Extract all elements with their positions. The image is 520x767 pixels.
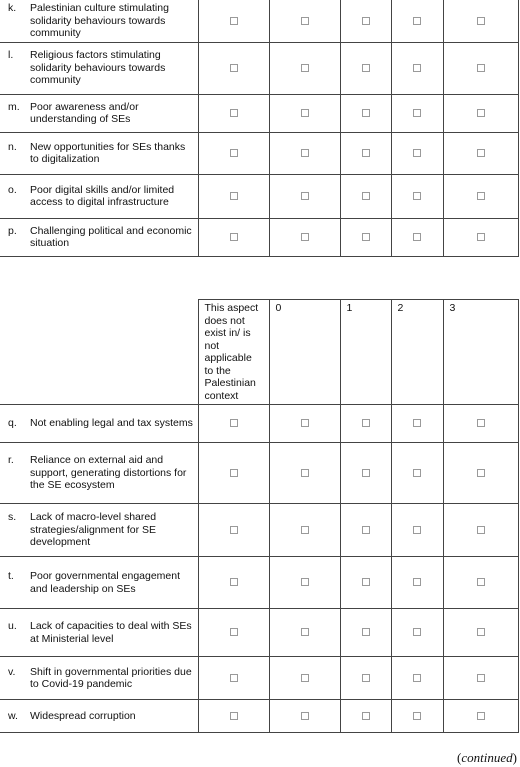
rating-checkbox[interactable]	[301, 674, 309, 682]
rating-checkbox[interactable]	[362, 17, 370, 25]
rating-checkbox[interactable]	[230, 469, 238, 477]
table-row	[0, 504, 518, 557]
rating-cell	[340, 405, 391, 443]
factor-text: Palestinian culture stimulating solidarity behaviours towards community	[30, 2, 169, 39]
rating-checkbox[interactable]	[477, 64, 485, 72]
factor-text: New opportunities for SEs thanks to digitalization	[30, 140, 186, 165]
header-score-0: 0	[269, 300, 340, 405]
rating-checkbox[interactable]	[362, 578, 370, 586]
rating-checkbox[interactable]	[362, 712, 370, 720]
rating-cell	[443, 132, 518, 174]
rating-checkbox[interactable]	[477, 578, 485, 586]
factor-letter: k.	[8, 2, 17, 14]
factor-label-cell	[0, 132, 198, 174]
rating-checkbox[interactable]	[413, 419, 421, 427]
rating-checkbox[interactable]	[301, 419, 309, 427]
table-row	[0, 405, 518, 443]
rating-checkbox[interactable]	[477, 469, 485, 477]
rating-checkbox[interactable]	[362, 109, 370, 117]
rating-cell	[391, 132, 443, 174]
rating-cell	[198, 42, 269, 94]
rating-checkbox[interactable]	[230, 674, 238, 682]
factor-label-cell	[0, 218, 198, 256]
factor-letter: m.	[8, 100, 20, 113]
factor-letter: p.	[8, 224, 17, 237]
rating-cell	[269, 218, 340, 256]
rating-cell	[198, 609, 269, 657]
rating-checkbox[interactable]	[230, 526, 238, 534]
rating-checkbox[interactable]	[301, 233, 309, 241]
factors-table-bottom	[0, 299, 519, 733]
rating-cell	[391, 557, 443, 609]
rating-checkbox[interactable]	[362, 674, 370, 682]
rating-cell	[198, 94, 269, 132]
rating-cell	[340, 609, 391, 657]
rating-cell	[391, 700, 443, 733]
rating-cell	[443, 557, 518, 609]
rating-cell	[391, 657, 443, 700]
factor-text: Not enabling legal and tax systems	[30, 417, 193, 430]
rating-checkbox[interactable]	[413, 192, 421, 200]
rating-checkbox[interactable]	[477, 109, 485, 117]
rating-checkbox[interactable]	[301, 17, 309, 25]
factor-letter: u.	[8, 620, 17, 632]
rating-cell	[391, 0, 443, 42]
rating-checkbox[interactable]	[362, 419, 370, 427]
table-row	[0, 174, 518, 218]
rating-cell	[443, 405, 518, 443]
rating-checkbox[interactable]	[362, 64, 370, 72]
table-row	[0, 657, 518, 700]
rating-cell	[269, 443, 340, 504]
rating-cell	[391, 504, 443, 557]
rating-cell	[443, 657, 518, 700]
rating-cell	[198, 405, 269, 443]
rating-checkbox[interactable]	[301, 109, 309, 117]
factor-text: Reliance on external aid and support, generating distortions for the SE ecosystem	[30, 454, 187, 492]
rating-checkbox[interactable]	[301, 628, 309, 636]
continued-close-paren: )	[512, 750, 517, 765]
rating-cell	[443, 42, 518, 94]
factor-text: Challenging political and economic situation	[30, 224, 192, 249]
factor-letter: t.	[8, 570, 14, 582]
rating-checkbox[interactable]	[362, 233, 370, 241]
rating-cell	[198, 700, 269, 733]
rating-checkbox[interactable]	[230, 628, 238, 636]
rating-cell	[340, 218, 391, 256]
rating-checkbox[interactable]	[362, 526, 370, 534]
rating-cell	[443, 609, 518, 657]
rating-checkbox[interactable]	[413, 674, 421, 682]
rating-cell	[340, 443, 391, 504]
rating-cell	[340, 132, 391, 174]
rating-checkbox[interactable]	[362, 469, 370, 477]
table-row	[0, 94, 518, 132]
rating-cell	[269, 94, 340, 132]
rating-checkbox[interactable]	[477, 712, 485, 720]
rating-checkbox[interactable]	[230, 233, 238, 241]
factor-letter: s.	[8, 511, 17, 524]
rating-checkbox[interactable]	[413, 628, 421, 636]
rating-cell	[443, 443, 518, 504]
rating-cell	[198, 0, 269, 42]
factors-table-top	[0, 0, 519, 257]
rating-cell	[443, 94, 518, 132]
factor-text: Lack of capacities to deal with SEs at Ministerial level	[30, 620, 192, 645]
rating-checkbox[interactable]	[230, 192, 238, 200]
rating-cell	[443, 504, 518, 557]
rating-cell	[340, 174, 391, 218]
rating-checkbox[interactable]	[301, 578, 309, 586]
table-row	[0, 218, 518, 256]
rating-cell	[391, 609, 443, 657]
rating-cell	[198, 443, 269, 504]
factor-label-cell	[0, 504, 198, 557]
rating-checkbox[interactable]	[362, 149, 370, 157]
rating-cell	[443, 174, 518, 218]
rating-cell	[269, 42, 340, 94]
continued-open-paren: (	[457, 750, 462, 765]
rating-checkbox[interactable]	[301, 192, 309, 200]
factor-letter: o.	[8, 183, 17, 196]
rating-cell	[340, 0, 391, 42]
rating-cell	[391, 218, 443, 256]
rating-cell	[443, 218, 518, 256]
rating-cell	[269, 657, 340, 700]
factor-letter: q.	[8, 417, 17, 430]
factor-letter: r.	[8, 454, 14, 467]
rating-checkbox[interactable]	[230, 17, 238, 25]
factor-label-cell	[0, 174, 198, 218]
rating-cell	[340, 657, 391, 700]
factor-letter: l.	[8, 49, 14, 62]
rating-cell	[198, 557, 269, 609]
rating-cell	[340, 42, 391, 94]
rating-cell	[198, 657, 269, 700]
rating-checkbox[interactable]	[413, 578, 421, 586]
factor-label-cell	[0, 443, 198, 504]
table-row	[0, 42, 518, 94]
factor-label-cell	[0, 42, 198, 94]
table-row	[0, 557, 518, 609]
rating-checkbox[interactable]	[230, 419, 238, 427]
rating-checkbox[interactable]	[230, 109, 238, 117]
factor-letter: n.	[8, 140, 17, 153]
rating-checkbox[interactable]	[230, 64, 238, 72]
rating-checkbox[interactable]	[477, 419, 485, 427]
factor-text: Religious factors stimulating solidarity behaviours towards community	[30, 49, 166, 87]
table-row	[0, 700, 518, 733]
rating-cell	[198, 132, 269, 174]
rating-cell	[391, 443, 443, 504]
rating-checkbox[interactable]	[301, 712, 309, 720]
rating-checkbox[interactable]	[413, 149, 421, 157]
rating-cell	[269, 405, 340, 443]
rating-cell	[269, 609, 340, 657]
rating-checkbox[interactable]	[477, 628, 485, 636]
header-score-3: 3	[443, 300, 518, 405]
factor-label-cell	[0, 557, 198, 609]
header-score-1: 1	[340, 300, 391, 405]
factor-text: Widespread corruption	[30, 709, 136, 722]
rating-checkbox[interactable]	[413, 526, 421, 534]
factor-label-cell	[0, 405, 198, 443]
factor-label-cell	[0, 0, 198, 42]
rating-checkbox[interactable]	[477, 674, 485, 682]
rating-cell	[340, 700, 391, 733]
rating-checkbox[interactable]	[477, 233, 485, 241]
factor-text: Poor digital skills and/or limited access to digital infrastructure	[30, 183, 175, 208]
rating-checkbox[interactable]	[230, 149, 238, 157]
continued-note	[457, 750, 517, 766]
factor-letter: w.	[8, 709, 18, 722]
header-not-applicable: This aspect does not exist in/ is not applicable to the Palestinian context	[198, 300, 269, 405]
rating-checkbox[interactable]	[413, 233, 421, 241]
factor-label-cell	[0, 94, 198, 132]
factor-text: Shift in governmental priorities due to Covid-19 pandemic	[30, 665, 192, 690]
table-row	[0, 132, 518, 174]
rating-cell	[198, 504, 269, 557]
rating-cell	[443, 700, 518, 733]
header-row	[0, 300, 518, 405]
rating-checkbox[interactable]	[230, 578, 238, 586]
factor-text: Lack of macro-level shared strategies/alignment for SE development	[30, 511, 157, 549]
rating-cell	[443, 0, 518, 42]
rating-checkbox[interactable]	[413, 469, 421, 477]
factor-text: Poor awareness and/or understanding of SEs	[30, 100, 139, 125]
table-row	[0, 609, 518, 657]
factor-label-cell	[0, 657, 198, 700]
rating-cell	[340, 504, 391, 557]
rating-cell	[198, 174, 269, 218]
rating-checkbox[interactable]	[477, 192, 485, 200]
rating-checkbox[interactable]	[301, 526, 309, 534]
rating-checkbox[interactable]	[413, 64, 421, 72]
rating-checkbox[interactable]	[301, 149, 309, 157]
rating-cell	[269, 504, 340, 557]
rating-cell	[269, 557, 340, 609]
table-row	[0, 443, 518, 504]
factor-text: Poor governmental engagement and leadership on SEs	[30, 570, 181, 595]
rating-cell	[391, 42, 443, 94]
table-row	[0, 0, 518, 42]
rating-cell	[340, 557, 391, 609]
rating-cell	[269, 0, 340, 42]
rating-checkbox[interactable]	[413, 712, 421, 720]
rating-cell	[269, 700, 340, 733]
rating-cell	[391, 405, 443, 443]
factor-label-cell	[0, 700, 198, 733]
rating-cell	[340, 94, 391, 132]
rating-cell	[391, 174, 443, 218]
rating-cell	[269, 174, 340, 218]
rating-cell	[198, 218, 269, 256]
rating-cell	[269, 132, 340, 174]
rating-checkbox[interactable]	[413, 17, 421, 25]
rating-checkbox[interactable]	[477, 149, 485, 157]
rating-checkbox[interactable]	[413, 109, 421, 117]
factor-letter: v.	[8, 665, 16, 678]
rating-checkbox[interactable]	[301, 64, 309, 72]
rating-checkbox[interactable]	[362, 192, 370, 200]
rating-checkbox[interactable]	[477, 17, 485, 25]
rating-checkbox[interactable]	[362, 628, 370, 636]
rating-checkbox[interactable]	[477, 526, 485, 534]
rating-checkbox[interactable]	[230, 712, 238, 720]
header-score-2: 2	[391, 300, 443, 405]
rating-cell	[391, 94, 443, 132]
header-empty-cell	[0, 300, 198, 405]
continued-label: continued	[461, 750, 513, 765]
rating-checkbox[interactable]	[301, 469, 309, 477]
factor-label-cell	[0, 609, 198, 657]
